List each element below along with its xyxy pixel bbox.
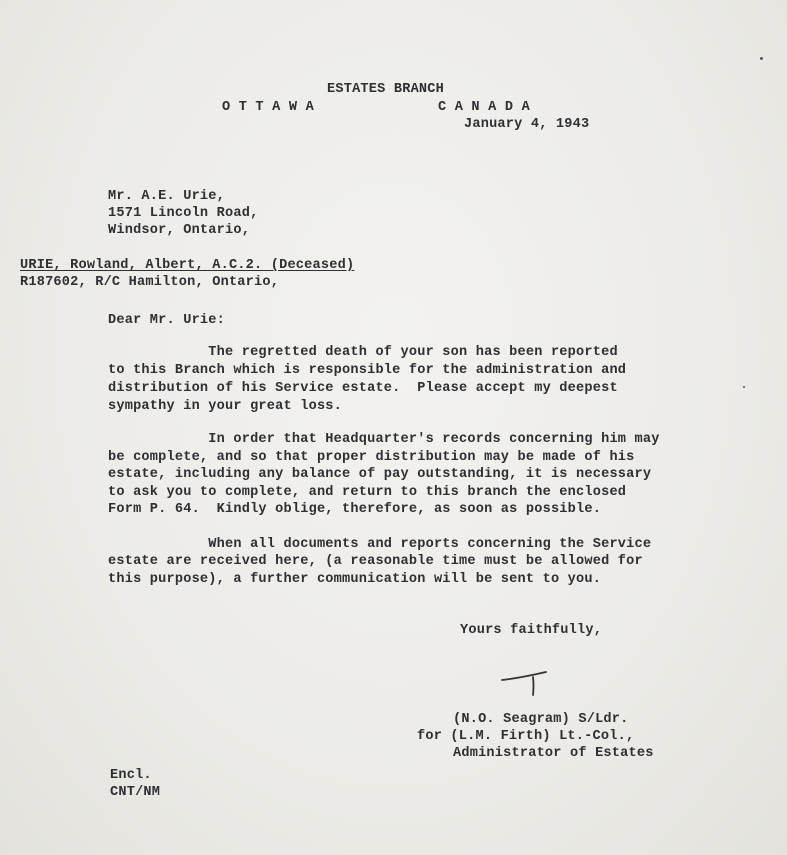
body-line: The regretted death of your son has been reported — [108, 345, 618, 360]
recipient-city: Windsor, Ontario, — [108, 223, 251, 238]
body-line: When all documents and reports concerning the Service — [108, 537, 652, 552]
paper-speck — [760, 57, 763, 60]
deceased-status: (Deceased) — [262, 258, 355, 273]
subject-line-2: R187602, R/C Hamilton, Ontario, — [20, 275, 280, 290]
deceased-name: URIE, Rowland, Albert, A.C.2. — [20, 258, 263, 273]
letter-date: January 4, 1943 — [464, 117, 590, 132]
signature-mark-icon — [500, 668, 560, 698]
body-line: this purpose), a further communication will be sent to you. — [108, 572, 602, 587]
body-line: be complete, and so that proper distribution may be made of his — [108, 450, 635, 465]
signatory-for: for (L.M. Firth) Lt.-Col., — [417, 729, 635, 744]
typist-initials: CNT/NM — [110, 785, 161, 800]
body-line: sympathy in your great loss. — [108, 399, 343, 414]
signatory-name: (N.O. Seagram) S/Ldr. — [453, 712, 629, 727]
letterhead-branch: ESTATES BRANCH — [327, 82, 445, 97]
letterhead-city: O T T A W A — [222, 100, 314, 115]
recipient-name: Mr. A.E. Urie, — [108, 189, 226, 204]
signatory-title: Administrator of Estates — [453, 746, 654, 761]
letterhead-country: C A N A D A — [438, 100, 530, 115]
enclosure-note: Encl. — [110, 768, 152, 783]
body-line: to this Branch which is responsible for the administration and — [108, 363, 627, 378]
recipient-street: 1571 Lincoln Road, — [108, 206, 259, 221]
body-line: estate are received here, (a reasonable time must be allowed for — [108, 554, 643, 569]
body-line: estate, including any balance of pay outstanding, it is necessary — [108, 467, 652, 482]
subject-line-1 — [20, 257, 354, 275]
paper-speck — [743, 386, 745, 388]
body-line: distribution of his Service estate. Please accept my deepest — [108, 381, 618, 396]
body-line: Form P. 64. Kindly oblige, therefore, as soon as possible. — [108, 502, 602, 517]
body-line: In order that Headquarter's records concerning him may — [108, 432, 660, 447]
salutation: Dear Mr. Urie: — [108, 313, 226, 328]
body-line: to ask you to complete, and return to this branch the enclosed — [108, 485, 627, 500]
closing: Yours faithfully, — [460, 623, 603, 638]
